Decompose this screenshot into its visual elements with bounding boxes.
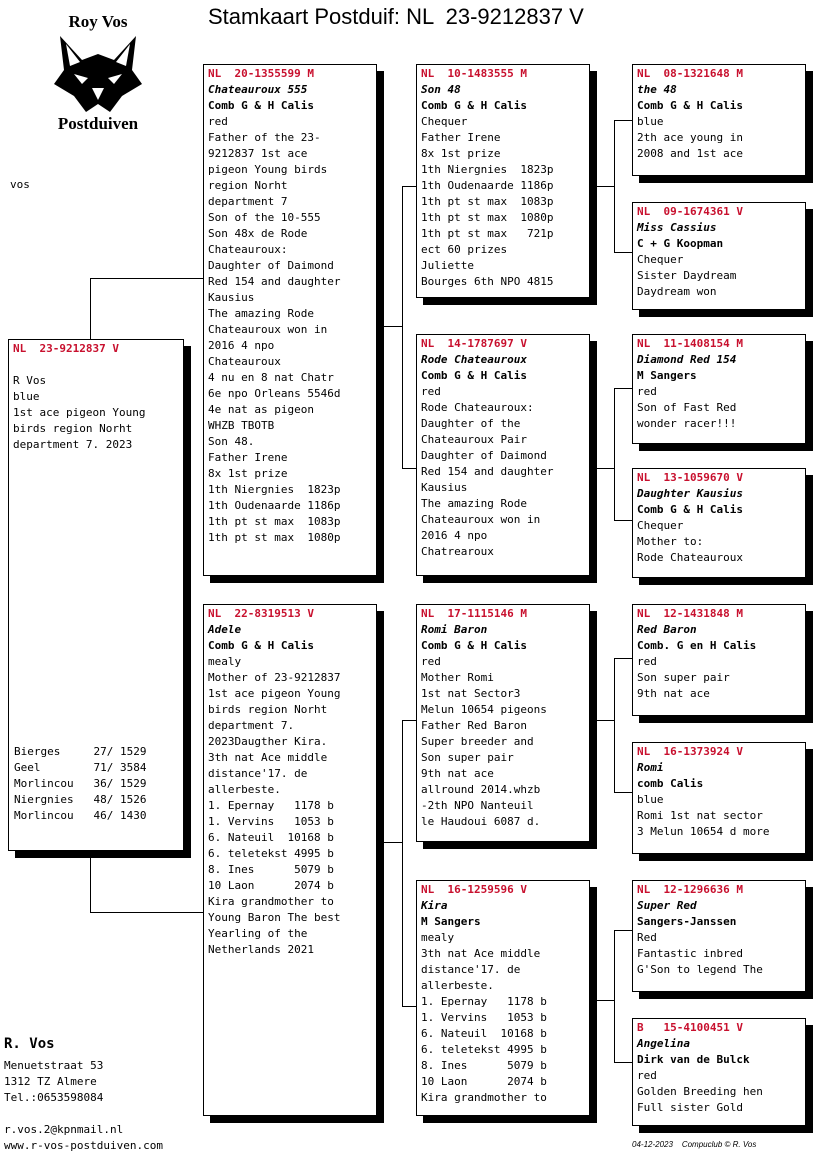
- connector-line: [614, 388, 634, 389]
- result-line: Geel 71/ 3584: [14, 761, 147, 774]
- info-line: ect 60 prizes: [421, 243, 508, 256]
- info-line: 6e npo Orleans 5546d: [208, 387, 341, 400]
- owner: Comb G & H Calis: [637, 99, 743, 112]
- info-line: 6. Nateuil 10168 b: [208, 831, 334, 844]
- side-label: vos: [10, 178, 30, 191]
- footer: 04-12-2023 Compuclub © R. Vos: [632, 1140, 757, 1149]
- ring-number: NL 22-8319513 V: [208, 607, 314, 620]
- info-line: Chateauroux: [208, 355, 281, 368]
- info-line: 8x 1st prize: [208, 467, 288, 480]
- info-line: Chatrearoux: [421, 545, 494, 558]
- info-line: Son of the 10-555: [208, 211, 321, 224]
- info-line: 1th Niergnies 1823p: [421, 163, 554, 176]
- breeder-name: R. Vos: [4, 1036, 55, 1052]
- ring-number: NL 08-1321648 M: [637, 67, 743, 80]
- result-line: Niergnies 48/ 1526: [14, 793, 147, 806]
- info-line: Full sister Gold: [637, 1101, 743, 1114]
- info-line: Red 154 and daughter: [421, 465, 554, 478]
- info-line: 3 Melun 10654 d more: [637, 825, 770, 838]
- owner: Comb G & H Calis: [421, 99, 527, 112]
- info-line: Chateauroux won in: [208, 323, 328, 336]
- info-line: red: [637, 385, 657, 398]
- info-line: 1st ace pigeon Young: [208, 687, 341, 700]
- connector-line: [596, 720, 614, 721]
- owner: Comb G & H Calis: [208, 639, 314, 652]
- great-grandparent-card[interactable]: [632, 64, 806, 176]
- info-line: 1th pt st max 1080p: [421, 211, 554, 224]
- info-line: Netherlands 2021: [208, 943, 314, 956]
- owner: M Sangers: [421, 915, 481, 928]
- info-line: Kausius: [421, 481, 468, 494]
- connector-line: [614, 120, 634, 121]
- info-line: mealy: [421, 931, 455, 944]
- great-grandparent-card[interactable]: [632, 742, 806, 854]
- info-line: 6. Nateuil 10168 b: [421, 1027, 547, 1040]
- results-list: [14, 744, 146, 824]
- info-line: G'Son to legend The: [637, 963, 763, 976]
- ring-number: NL 13-1059670 V: [637, 471, 743, 484]
- info-line: Chateauroux:: [208, 243, 288, 256]
- wolf-icon: [52, 34, 144, 114]
- result-line: Morlincou 36/ 1529: [14, 777, 147, 790]
- info-line: Sister Daydream: [637, 269, 737, 282]
- connector-line: [614, 930, 634, 931]
- ring-number: B 15-4100451 V: [637, 1021, 743, 1034]
- connector-line: [402, 186, 403, 468]
- connector-line: [596, 186, 614, 187]
- info-line: Mother to:: [637, 535, 704, 548]
- sire-card[interactable]: [203, 64, 377, 576]
- info-line: 10 Laon 2074 b: [421, 1075, 547, 1088]
- info-line: Mother Romi: [421, 671, 494, 684]
- info-line: allerbeste.: [421, 979, 494, 992]
- info-line: Kira grandmother to: [421, 1091, 547, 1104]
- info-line: WHZB TBOTB: [208, 419, 275, 432]
- connector-line: [614, 388, 615, 520]
- address-line: 1312 TZ Almere: [4, 1075, 97, 1088]
- info-line: region Norht: [208, 179, 288, 192]
- info-line: 2023Daugther Kira.: [208, 735, 328, 748]
- owner: Comb. G en H Calis: [637, 639, 757, 652]
- owner: comb Calis: [637, 777, 704, 790]
- connector-line: [384, 326, 402, 327]
- owner: Comb G & H Calis: [421, 639, 527, 652]
- connector-line: [90, 278, 91, 340]
- pigeon-name: Adele: [208, 623, 242, 636]
- info-line: Son super pair: [421, 751, 514, 764]
- logo-top-text: Roy Vos: [68, 12, 128, 31]
- info-line: 4e nat as pigeon: [208, 403, 314, 416]
- pigeon-name: Romi Baron: [421, 623, 488, 636]
- info-line: allround 2014.whzb: [421, 783, 541, 796]
- ring-number: NL 23-9212837 V: [13, 342, 119, 355]
- logo-bottom-text: Postduiven: [57, 114, 139, 133]
- page-title: Stamkaart Postduif: NL 23-9212837 V: [208, 4, 584, 29]
- color: blue: [13, 390, 40, 403]
- info-line: 1. Epernay 1178 b: [208, 799, 334, 812]
- info-line: Father of the 23-: [208, 131, 321, 144]
- connector-line: [402, 720, 403, 1006]
- pigeon-name: Red Baron: [637, 623, 697, 636]
- info-line: blue: [637, 793, 664, 806]
- logo: [28, 12, 168, 142]
- info-line: Romi 1st nat sector: [637, 809, 763, 822]
- great-grandparent-card[interactable]: [632, 202, 806, 310]
- ring-number: NL 10-1483555 M: [421, 67, 527, 80]
- connector-line: [596, 1000, 614, 1001]
- grandparent-card[interactable]: [416, 604, 590, 842]
- owner: R Vos: [13, 374, 47, 387]
- connector-line: [90, 912, 204, 913]
- info-line: 1th Oudenaarde 1186p: [208, 499, 341, 512]
- info-line: blue: [637, 115, 664, 128]
- info-line: 8. Ines 5079 b: [208, 863, 334, 876]
- info-line: Chequer: [637, 519, 684, 532]
- info-line: Juliette: [421, 259, 474, 272]
- great-grandparent-card[interactable]: [632, 468, 806, 578]
- great-grandparent-card[interactable]: [632, 1018, 806, 1126]
- info-line: 2008 and 1st ace: [637, 147, 743, 160]
- connector-line: [614, 120, 615, 252]
- great-grandparent-card[interactable]: [632, 880, 806, 992]
- pigeon-name: Romi: [637, 761, 664, 774]
- info-line: 9th nat ace: [421, 767, 494, 780]
- great-grandparent-card[interactable]: [632, 604, 806, 716]
- info-line: le Haudoui 6087 d.: [421, 815, 541, 828]
- pigeon-name: Diamond Red 154: [637, 353, 737, 366]
- info-line: 3th nat Ace middle: [421, 947, 541, 960]
- info-line: Father Red Baron: [421, 719, 527, 732]
- info-line: Daughter of Daimond: [208, 259, 334, 272]
- pigeon-name: Super Red: [637, 899, 697, 912]
- info-line: The amazing Rode: [421, 497, 527, 510]
- info-line: department 7.: [208, 719, 295, 732]
- info-line: 9212837 1st ace: [208, 147, 308, 160]
- info-line: Chequer: [637, 253, 684, 266]
- info-line: 6. teletekst 4995 b: [421, 1043, 547, 1056]
- info-line: 1th Niergnies 1823p: [208, 483, 341, 496]
- connector-line: [614, 252, 634, 253]
- connector-line: [90, 278, 204, 279]
- pigeon-name: Miss Cassius: [637, 221, 717, 234]
- ring-number: NL 12-1296636 M: [637, 883, 743, 896]
- ring-number: NL 11-1408154 M: [637, 337, 743, 350]
- info-line: Daydream won: [637, 285, 717, 298]
- info-line: Father Irene: [208, 451, 288, 464]
- info-line: Son 48x de Rode: [208, 227, 308, 240]
- info-line: red: [421, 385, 441, 398]
- info-line: Kira grandmother to: [208, 895, 334, 908]
- info-line: Daughter of Daimond: [421, 449, 547, 462]
- info-line: 1th pt st max 1083p: [421, 195, 554, 208]
- connector-line: [614, 658, 615, 792]
- connector-line: [384, 842, 402, 843]
- connector-line: [614, 520, 634, 521]
- info-line: 2016 4 npo: [208, 339, 275, 352]
- pigeon-name: Chateauroux 555: [208, 83, 308, 96]
- pigeon-name: Daughter Kausius: [637, 487, 743, 500]
- grandparent-card[interactable]: [416, 880, 590, 1116]
- connector-line: [596, 468, 614, 469]
- info-line: red: [421, 655, 441, 668]
- info-line: 4 nu en 8 nat Chatr: [208, 371, 334, 384]
- ring-number: NL 17-1115146 M: [421, 607, 527, 620]
- note-line: 1st ace pigeon Young: [13, 406, 146, 419]
- ring-number: NL 09-1674361 V: [637, 205, 743, 218]
- note-line: department 7. 2023: [13, 438, 133, 451]
- pigeon-name: Son 48: [421, 83, 461, 96]
- info-line: Golden Breeding hen: [637, 1085, 763, 1098]
- info-line: 1. Vervins 1053 b: [421, 1011, 547, 1024]
- pigeon-name: Angelina: [637, 1037, 690, 1050]
- owner: Sangers-Janssen: [637, 915, 737, 928]
- info-line: Rode Chateauroux:: [421, 401, 534, 414]
- info-line: 1th pt st max 721p: [421, 227, 554, 240]
- info-line: Kausius: [208, 291, 255, 304]
- note-line: birds region Norht: [13, 422, 133, 435]
- address-line: Menuetstraat 53: [4, 1059, 104, 1072]
- connector-line: [90, 858, 91, 912]
- info-line: Yearling of the: [208, 927, 308, 940]
- result-line: Morlincou 46/ 1430: [14, 809, 147, 822]
- info-line: Bourges 6th NPO 4815: [421, 275, 554, 288]
- info-line: 1st nat Sector3: [421, 687, 521, 700]
- info-line: allerbeste.: [208, 783, 281, 796]
- info-line: pigeon Young birds: [208, 163, 328, 176]
- owner: C + G Koopman: [637, 237, 724, 250]
- info-line: Super breeder and: [421, 735, 534, 748]
- address-block: [4, 1036, 163, 1154]
- info-line: 8. Ines 5079 b: [421, 1059, 547, 1072]
- info-line: 2016 4 npo: [421, 529, 488, 542]
- info-line: Mother of 23-9212837: [208, 671, 341, 684]
- info-line: 10 Laon 2074 b: [208, 879, 334, 892]
- info-line: 1th Oudenaarde 1186p: [421, 179, 554, 192]
- pigeon-name: Rode Chateauroux: [421, 353, 527, 366]
- info-line: 1th pt st max 1080p: [208, 531, 341, 544]
- connector-line: [614, 1062, 634, 1063]
- connector-line: [614, 792, 634, 793]
- info-line: Rode Chateauroux: [637, 551, 743, 564]
- connector-line: [614, 930, 615, 1062]
- info-line: 8x 1st prize: [421, 147, 501, 160]
- spacer: [4, 1106, 163, 1122]
- info-line: Chateauroux Pair: [421, 433, 527, 446]
- info-line: Daughter of the: [421, 417, 521, 430]
- owner: Comb G & H Calis: [208, 99, 314, 112]
- owner: Comb G & H Calis: [421, 369, 527, 382]
- info-line: wonder racer!!!: [637, 417, 737, 430]
- info-line: 3th nat Ace middle: [208, 751, 328, 764]
- ring-number: NL 16-1373924 V: [637, 745, 743, 758]
- grandparent-card[interactable]: [416, 334, 590, 576]
- info-line: 9th nat ace: [637, 687, 710, 700]
- great-grandparent-card[interactable]: [632, 334, 806, 444]
- info-line: 2th ace young in: [637, 131, 743, 144]
- pigeon-name: the 48: [637, 83, 677, 96]
- ring-number: NL 14-1787697 V: [421, 337, 527, 350]
- ring-number: NL 12-1431848 M: [637, 607, 743, 620]
- info-line: -2th NPO Nanteuil: [421, 799, 534, 812]
- info-line: distance'17. de: [208, 767, 308, 780]
- info-line: Son of Fast Red: [637, 401, 737, 414]
- phone: Tel.:0653598084: [4, 1091, 104, 1104]
- info-line: Red: [637, 931, 657, 944]
- info-line: Father Irene: [421, 131, 501, 144]
- dam-card[interactable]: [203, 604, 377, 1116]
- pigeon-name: Kira: [421, 899, 448, 912]
- info-line: distance'17. de: [421, 963, 521, 976]
- info-line: Melun 10654 pigeons: [421, 703, 547, 716]
- info-line: Chateauroux won in: [421, 513, 541, 526]
- info-line: 1. Vervins 1053 b: [208, 815, 334, 828]
- info-line: Red 154 and daughter: [208, 275, 341, 288]
- email[interactable]: r.vos.2@kpnmail.nl: [4, 1123, 124, 1136]
- info-line: mealy: [208, 655, 242, 668]
- info-line: 6. teletekst 4995 b: [208, 847, 334, 860]
- info-line: Young Baron The best: [208, 911, 341, 924]
- owner: M Sangers: [637, 369, 697, 382]
- info-line: red: [208, 115, 228, 128]
- owner: Dirk van de Bulck: [637, 1053, 750, 1066]
- ring-number: NL 20-1355599 M: [208, 67, 314, 80]
- info-line: 1th pt st max 1083p: [208, 515, 341, 528]
- info-line: 1. Epernay 1178 b: [421, 995, 547, 1008]
- info-line: red: [637, 655, 657, 668]
- info-line: red: [637, 1069, 657, 1082]
- info-line: Fantastic inbred: [637, 947, 743, 960]
- info-line: Chequer: [421, 115, 468, 128]
- info-line: Son super pair: [637, 671, 730, 684]
- info-line: department 7: [208, 195, 288, 208]
- owner: Comb G & H Calis: [637, 503, 743, 516]
- website[interactable]: www.r-vos-postduiven.com: [4, 1139, 163, 1152]
- result-line: Bierges 27/ 1529: [14, 745, 147, 758]
- info-line: birds region Norht: [208, 703, 328, 716]
- info-line: The amazing Rode: [208, 307, 314, 320]
- connector-line: [614, 658, 634, 659]
- grandparent-card[interactable]: [416, 64, 590, 298]
- info-line: Son 48.: [208, 435, 255, 448]
- ring-number: NL 16-1259596 V: [421, 883, 527, 896]
